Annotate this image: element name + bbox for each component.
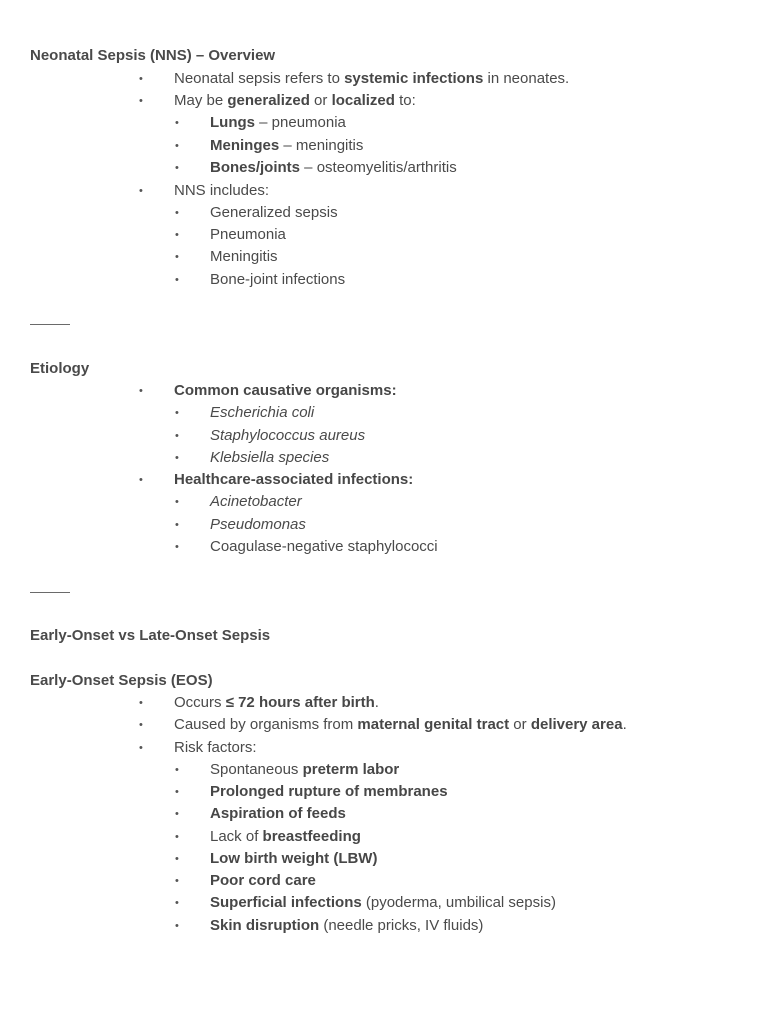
- eos-heading: Early-Onset Sepsis (EOS): [30, 672, 213, 689]
- list-item-text: Coagulase-negative staphylococci: [210, 538, 438, 555]
- bullet-icon: •: [175, 229, 179, 241]
- list-item-text: NNS includes:: [174, 182, 270, 199]
- bullet-icon: •: [175, 274, 179, 286]
- list-item-text: Neonatal sepsis refers to systemic infections in neonates.: [174, 70, 570, 87]
- list-item-text: Low birth weight (LBW): [210, 850, 378, 867]
- list-item-text: Lungs – pneumonia: [210, 114, 346, 131]
- bullet-icon: •: [175, 541, 179, 553]
- list-item-text: Healthcare-associated infections:: [174, 471, 414, 488]
- list-item-text: Pneumonia: [210, 226, 286, 243]
- list-item-text: Caused by organisms from maternal genital tract or delivery area.: [174, 716, 627, 733]
- list-item-text: Generalized sepsis: [210, 204, 338, 221]
- list-item-text: Prolonged rupture of membranes: [210, 783, 448, 800]
- list-item-text: Spontaneous preterm labor: [210, 761, 400, 778]
- list-item-text: Bone-joint infections: [210, 271, 346, 288]
- bullet-icon: •: [175, 853, 179, 865]
- bullet-icon: •: [139, 95, 143, 107]
- bullet-icon: •: [175, 251, 179, 263]
- list-item-text: Staphylococcus aureus: [210, 427, 366, 444]
- bullet-icon: •: [175, 496, 179, 508]
- bullet-icon: •: [175, 207, 179, 219]
- list-item-text: Klebsiella species: [210, 449, 330, 466]
- bullet-icon: •: [139, 697, 143, 709]
- list-item-text: Aspiration of feeds: [210, 805, 346, 822]
- bullet-icon: •: [175, 786, 179, 798]
- list-item-text: Meninges – meningitis: [210, 137, 364, 154]
- bullet-icon: •: [175, 430, 179, 442]
- list-item-text: Risk factors:: [174, 739, 257, 756]
- bullet-icon: •: [175, 920, 179, 932]
- list-item-text: Poor cord care: [210, 872, 316, 889]
- bullet-icon: •: [139, 719, 143, 731]
- bullet-icon: •: [139, 185, 143, 197]
- bullet-icon: •: [139, 385, 143, 397]
- list-item-text: Bones/joints – osteomyelitis/arthritis: [210, 159, 457, 176]
- list-item-text: Skin disruption (needle pricks, IV fluids): [210, 917, 484, 934]
- list-item-text: Lack of breastfeeding: [210, 828, 361, 845]
- bullet-icon: •: [175, 897, 179, 909]
- section-divider: [30, 592, 70, 593]
- bullet-icon: •: [175, 452, 179, 464]
- list-item-text: Occurs ≤ 72 hours after birth.: [174, 694, 379, 711]
- section-divider: [30, 324, 70, 325]
- bullet-icon: •: [175, 875, 179, 887]
- bullet-icon: •: [175, 140, 179, 152]
- bullet-icon: •: [139, 73, 143, 85]
- list-item-text: Common causative organisms:: [174, 382, 397, 399]
- list-item-text: Escherichia coli: [210, 404, 315, 421]
- list-item-text: May be generalized or localized to:: [174, 92, 416, 109]
- list-item-text: Acinetobacter: [210, 493, 302, 510]
- list-item-text: Meningitis: [210, 248, 278, 265]
- eos-vs-los-heading: Early-Onset vs Late-Onset Sepsis: [30, 627, 271, 644]
- list-item-text: Superficial infections (pyoderma, umbilical sepsis): [210, 894, 556, 911]
- bullet-icon: •: [175, 407, 179, 419]
- bullet-icon: •: [175, 162, 179, 174]
- bullet-icon: •: [175, 808, 179, 820]
- bullet-icon: •: [175, 117, 179, 129]
- bullet-icon: •: [139, 474, 143, 486]
- list-item-text: Pseudomonas: [210, 516, 306, 533]
- bullet-icon: •: [175, 831, 179, 843]
- overview-heading: Neonatal Sepsis (NNS) – Overview: [30, 47, 276, 64]
- bullet-icon: •: [175, 519, 179, 531]
- bullet-icon: •: [175, 764, 179, 776]
- etiology-heading: Etiology: [30, 360, 90, 377]
- bullet-icon: •: [139, 742, 143, 754]
